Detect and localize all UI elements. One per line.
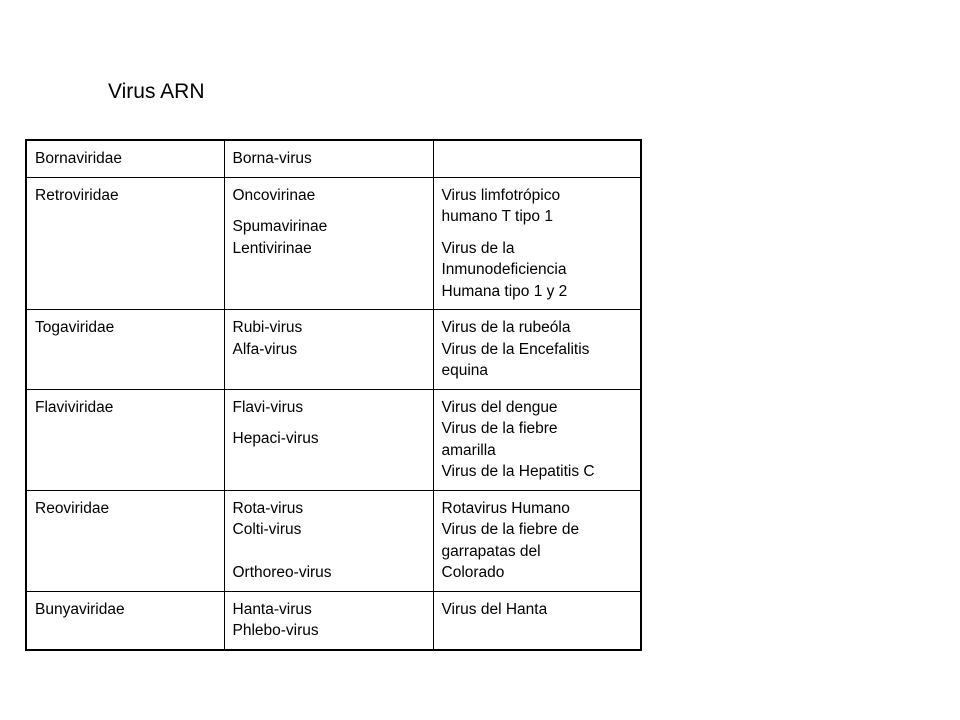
- genus-name: Borna-virus: [232, 150, 312, 167]
- genus-name: Alfa-virus: [232, 340, 298, 358]
- table-body: [26, 140, 641, 650]
- family-name: Bornaviridae: [35, 150, 123, 167]
- genus-cell: [224, 591, 433, 650]
- family-cell: [26, 490, 224, 591]
- virus-table: [25, 139, 642, 651]
- species-name: humano T tipo 1: [441, 208, 553, 225]
- genus-name: Rubi-virus: [232, 319, 303, 336]
- species-cell: [433, 490, 641, 591]
- blank-line: [233, 541, 425, 563]
- species-name: Colorado: [441, 564, 505, 581]
- genus-name: Spumavirinae: [232, 218, 328, 235]
- species-name: equina: [441, 362, 489, 379]
- family-cell: [26, 389, 224, 490]
- genus-name: Phlebo-virus: [232, 622, 319, 639]
- species-name: Virus de la: [441, 239, 515, 257]
- family-cell: [26, 140, 224, 177]
- species-name: Virus del Hanta: [441, 600, 548, 618]
- family-cell: [26, 591, 224, 650]
- table-row: [26, 310, 641, 390]
- species-name: garrapatas del: [441, 542, 541, 560]
- species-cell: [433, 310, 641, 390]
- genus-name: Hepaci-virus: [232, 430, 319, 447]
- species-name: Humana tipo 1 y 2: [441, 282, 568, 300]
- genus-cell: [224, 177, 433, 310]
- species-name: Virus de la Encefalitis: [441, 340, 590, 358]
- table-row: [26, 140, 641, 177]
- table-row: [26, 591, 641, 650]
- table-row: [26, 389, 641, 490]
- species-name: Virus del dengue: [441, 398, 558, 416]
- genus-name: Lentivirinae: [232, 239, 312, 257]
- family-cell: [26, 310, 224, 390]
- species-cell: [433, 591, 641, 650]
- species-name: Virus de la fiebre: [441, 420, 558, 437]
- species-name: Virus de la Hepatitis C: [441, 463, 595, 480]
- family-name: Flaviviridae: [35, 398, 114, 416]
- species-name: Rotavirus Humano: [441, 499, 570, 517]
- family-cell: [26, 177, 224, 310]
- genus-name: Colti-virus: [232, 521, 302, 538]
- table-row: [26, 490, 641, 591]
- species-cell: [433, 177, 641, 310]
- genus-name: Orthoreo-virus: [232, 564, 332, 581]
- species-name: Inmunodeficiencia: [441, 261, 567, 278]
- table-row: [26, 177, 641, 310]
- species-name: Virus de la fiebre de: [441, 521, 580, 538]
- genus-name: Hanta-virus: [232, 600, 312, 618]
- family-name: Reoviridae: [35, 499, 110, 517]
- genus-cell: [224, 310, 433, 390]
- genus-cell: [224, 490, 433, 591]
- species-cell: [433, 389, 641, 490]
- genus-cell: [224, 140, 433, 177]
- species-cell: [433, 140, 641, 177]
- genus-name: Flavi-virus: [232, 398, 304, 416]
- species-name: Virus de la rubeóla: [441, 319, 571, 336]
- page-title: Virus ARN: [108, 80, 205, 103]
- genus-name: Rota-virus: [232, 499, 304, 517]
- family-name: Bunyaviridae: [35, 600, 125, 618]
- species-name: Virus limfotrópico: [441, 186, 561, 204]
- genus-name: Oncovirinae: [232, 186, 316, 204]
- genus-cell: [224, 389, 433, 490]
- family-name: Togaviridae: [35, 319, 115, 336]
- family-name: Retroviridae: [35, 186, 119, 204]
- species-name: amarilla: [441, 441, 496, 459]
